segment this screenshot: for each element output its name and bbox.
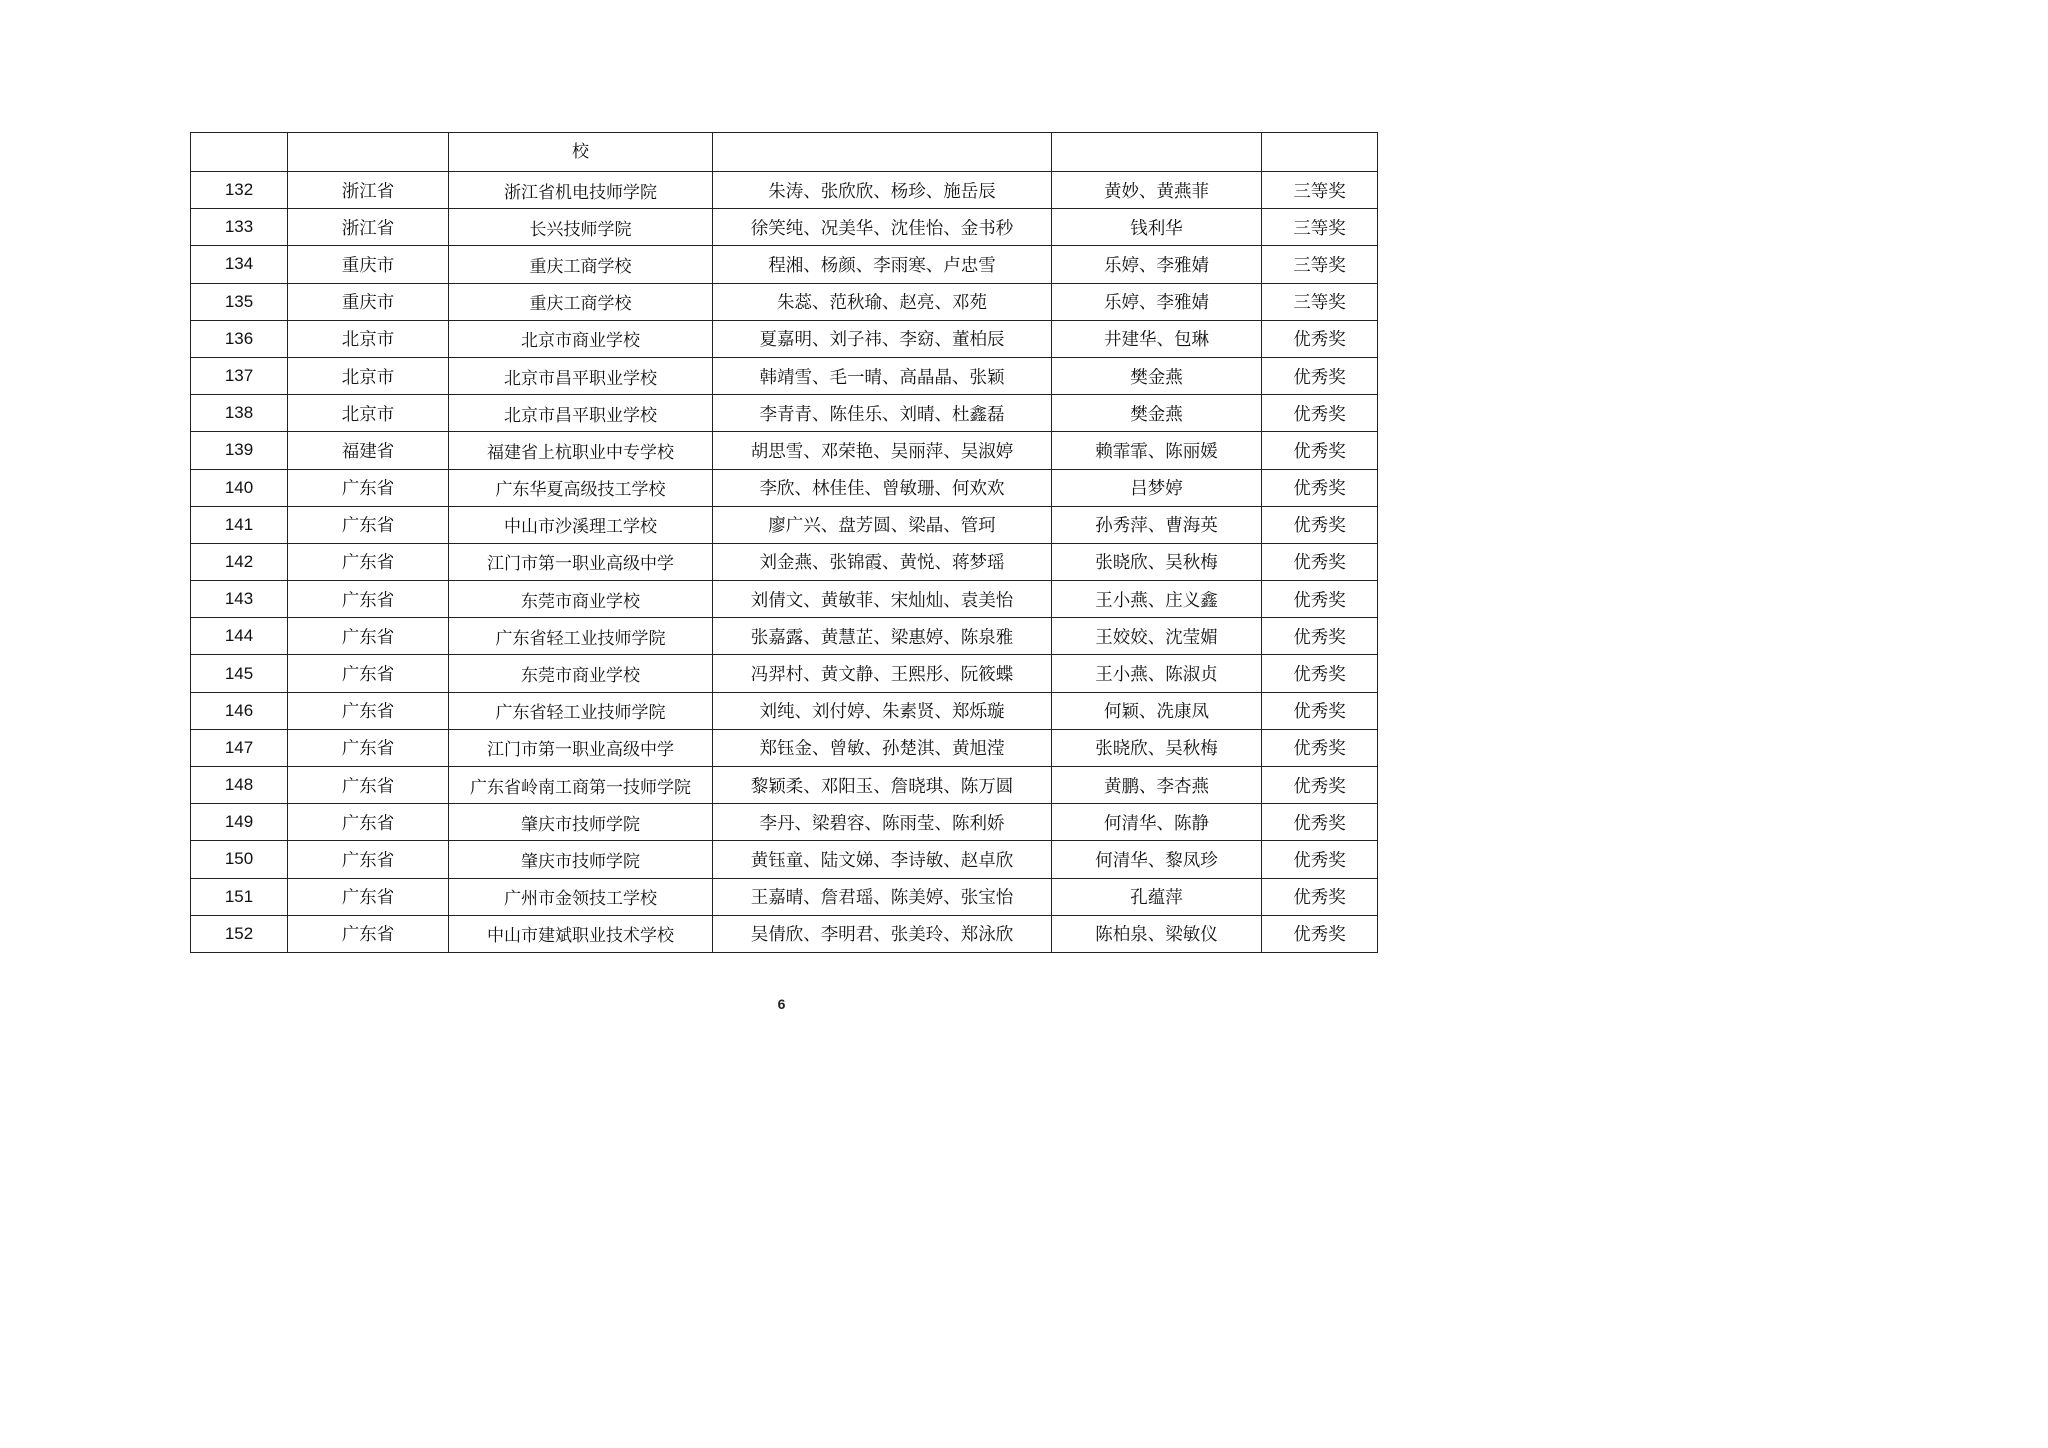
- table-row: [191, 692, 1378, 729]
- cell-teachers: 赖霏霏、陈丽媛: [1052, 432, 1262, 469]
- cell-no: 141: [191, 506, 288, 543]
- cell-no: 132: [191, 172, 288, 209]
- cell-region: 广东省: [288, 655, 449, 692]
- cell-school: 福建省上杭职业中专学校: [449, 432, 713, 469]
- cell-students: 朱蕊、范秋瑜、赵亮、邓苑: [713, 283, 1052, 320]
- cell-students: 夏嘉明、刘子祎、李窈、董柏辰: [713, 320, 1052, 357]
- cell-region: 广东省: [288, 692, 449, 729]
- cell-teachers: 乐婷、李雅婧: [1052, 246, 1262, 283]
- table-row: [191, 172, 1378, 209]
- cell-school: 重庆工商学校: [449, 246, 713, 283]
- table-row: [191, 618, 1378, 655]
- cell-award: 优秀奖: [1262, 581, 1378, 618]
- cell-teachers: 王姣姣、沈莹媚: [1052, 618, 1262, 655]
- cell-teachers: 黄妙、黄燕菲: [1052, 172, 1262, 209]
- cell-region: [288, 133, 449, 172]
- cell-teachers: 樊金燕: [1052, 395, 1262, 432]
- cell-award: 优秀奖: [1262, 655, 1378, 692]
- cell-award: 优秀奖: [1262, 618, 1378, 655]
- cell-award: 优秀奖: [1262, 878, 1378, 915]
- cell-region: 广东省: [288, 729, 449, 766]
- cell-students: 刘纯、刘付婷、朱素贤、郑烁璇: [713, 692, 1052, 729]
- cell-no: 142: [191, 543, 288, 580]
- cell-school: 广东省轻工业技师学院: [449, 692, 713, 729]
- cell-teachers: 王小燕、庄义鑫: [1052, 581, 1262, 618]
- cell-no: 145: [191, 655, 288, 692]
- cell-award: 优秀奖: [1262, 320, 1378, 357]
- cell-teachers: 樊金燕: [1052, 357, 1262, 394]
- table-row: [191, 543, 1378, 580]
- cell-school: 北京市昌平职业学校: [449, 395, 713, 432]
- table-row: [191, 655, 1378, 692]
- cell-teachers: [1052, 133, 1262, 172]
- cell-no: 149: [191, 804, 288, 841]
- table-row: [191, 432, 1378, 469]
- table-row: [191, 357, 1378, 394]
- cell-region: 广东省: [288, 804, 449, 841]
- cell-award: 优秀奖: [1262, 729, 1378, 766]
- award-table: [190, 132, 1378, 953]
- cell-students: 刘倩文、黄敏菲、宋灿灿、袁美怡: [713, 581, 1052, 618]
- cell-region: 广东省: [288, 878, 449, 915]
- table-row: [191, 915, 1378, 952]
- cell-teachers: 陈柏泉、梁敏仪: [1052, 915, 1262, 952]
- cell-region: 浙江省: [288, 172, 449, 209]
- cell-award: 三等奖: [1262, 246, 1378, 283]
- cell-region: 广东省: [288, 841, 449, 878]
- cell-region: 广东省: [288, 469, 449, 506]
- cell-region: 福建省: [288, 432, 449, 469]
- table-row: [191, 283, 1378, 320]
- table-row: [191, 841, 1378, 878]
- cell-teachers: 何清华、陈静: [1052, 804, 1262, 841]
- cell-no: [191, 133, 288, 172]
- cell-region: 重庆市: [288, 283, 449, 320]
- cell-students: 刘金燕、张锦霞、黄悦、蒋梦瑶: [713, 543, 1052, 580]
- cell-teachers: 黄鹏、李杏燕: [1052, 767, 1262, 804]
- cell-award: 优秀奖: [1262, 804, 1378, 841]
- cell-region: 广东省: [288, 581, 449, 618]
- cell-students: [713, 133, 1052, 172]
- cell-no: 137: [191, 357, 288, 394]
- cell-school: 广东省岭南工商第一技师学院: [449, 767, 713, 804]
- cell-school: 广东华夏高级技工学校: [449, 469, 713, 506]
- cell-region: 广东省: [288, 618, 449, 655]
- cell-students: 黄钰童、陆文娣、李诗敏、赵卓欣: [713, 841, 1052, 878]
- cell-students: 冯羿村、黄文静、王熙彤、阮筱蝶: [713, 655, 1052, 692]
- cell-students: 廖广兴、盘芳圆、梁晶、管珂: [713, 506, 1052, 543]
- cell-school: 长兴技师学院: [449, 209, 713, 246]
- cell-school: 东莞市商业学校: [449, 655, 713, 692]
- cell-students: 吴倩欣、李明君、张美玲、郑泳欣: [713, 915, 1052, 952]
- cell-region: 北京市: [288, 395, 449, 432]
- cell-region: 广东省: [288, 915, 449, 952]
- table-row: [191, 767, 1378, 804]
- page-number: 6: [777, 996, 786, 1012]
- cell-teachers: 何清华、黎凤珍: [1052, 841, 1262, 878]
- cell-teachers: 乐婷、李雅婧: [1052, 283, 1262, 320]
- cell-teachers: 张晓欣、吴秋梅: [1052, 729, 1262, 766]
- cell-students: 张嘉露、黄慧芷、梁惠婷、陈泉雅: [713, 618, 1052, 655]
- cell-school: 江门市第一职业高级中学: [449, 729, 713, 766]
- cell-award: 优秀奖: [1262, 915, 1378, 952]
- cell-award: 三等奖: [1262, 283, 1378, 320]
- cell-no: 151: [191, 878, 288, 915]
- cell-school: 东莞市商业学校: [449, 581, 713, 618]
- cell-teachers: 钱利华: [1052, 209, 1262, 246]
- award-table-body: [191, 133, 1378, 953]
- cell-teachers: 吕梦婷: [1052, 469, 1262, 506]
- cell-students: 胡思雪、邓荣艳、吴丽萍、吴淑婷: [713, 432, 1052, 469]
- cell-teachers: 王小燕、陈淑贞: [1052, 655, 1262, 692]
- cell-award: 优秀奖: [1262, 395, 1378, 432]
- cell-award: 三等奖: [1262, 209, 1378, 246]
- table-row: [191, 729, 1378, 766]
- cell-school: 重庆工商学校: [449, 283, 713, 320]
- cell-no: 147: [191, 729, 288, 766]
- cell-school: 广州市金领技工学校: [449, 878, 713, 915]
- table-row: [191, 246, 1378, 283]
- cell-region: 重庆市: [288, 246, 449, 283]
- cell-award: 优秀奖: [1262, 692, 1378, 729]
- continued-row: [191, 133, 1378, 172]
- cell-award: 优秀奖: [1262, 543, 1378, 580]
- cell-teachers: 何颖、冼康凤: [1052, 692, 1262, 729]
- cell-award: 优秀奖: [1262, 469, 1378, 506]
- cell-no: 133: [191, 209, 288, 246]
- cell-no: 148: [191, 767, 288, 804]
- cell-school: 江门市第一职业高级中学: [449, 543, 713, 580]
- cell-region: 广东省: [288, 506, 449, 543]
- cell-students: 黎颖柔、邓阳玉、詹晓琪、陈万圆: [713, 767, 1052, 804]
- cell-region: 浙江省: [288, 209, 449, 246]
- cell-students: 李青青、陈佳乐、刘晴、杜鑫磊: [713, 395, 1052, 432]
- cell-award: 优秀奖: [1262, 841, 1378, 878]
- cell-no: 140: [191, 469, 288, 506]
- table-row: [191, 581, 1378, 618]
- cell-teachers: 井建华、包琳: [1052, 320, 1262, 357]
- cell-no: 134: [191, 246, 288, 283]
- cell-students: 徐笑纯、况美华、沈佳怡、金书秒: [713, 209, 1052, 246]
- cell-no: 146: [191, 692, 288, 729]
- cell-school: 中山市沙溪理工学校: [449, 506, 713, 543]
- cell-school: 北京市昌平职业学校: [449, 357, 713, 394]
- cell-award: [1262, 133, 1378, 172]
- cell-award: 优秀奖: [1262, 432, 1378, 469]
- table-row: [191, 320, 1378, 357]
- cell-no: 136: [191, 320, 288, 357]
- cell-school: 广东省轻工业技师学院: [449, 618, 713, 655]
- cell-teachers: 孔蕴萍: [1052, 878, 1262, 915]
- cell-school: 肇庆市技师学院: [449, 804, 713, 841]
- cell-teachers: 孙秀萍、曹海英: [1052, 506, 1262, 543]
- cell-students: 韩靖雪、毛一晴、高晶晶、张颖: [713, 357, 1052, 394]
- cell-no: 150: [191, 841, 288, 878]
- cell-no: 135: [191, 283, 288, 320]
- cell-award: 优秀奖: [1262, 767, 1378, 804]
- table-row: [191, 209, 1378, 246]
- table-row: [191, 878, 1378, 915]
- cell-school: 中山市建斌职业技术学校: [449, 915, 713, 952]
- cell-award: 优秀奖: [1262, 357, 1378, 394]
- cell-students: 李欣、林佳佳、曾敏珊、何欢欢: [713, 469, 1052, 506]
- cell-no: 152: [191, 915, 288, 952]
- cell-award: 三等奖: [1262, 172, 1378, 209]
- cell-award: 优秀奖: [1262, 506, 1378, 543]
- cell-students: 郑钰金、曾敏、孙楚淇、黄旭滢: [713, 729, 1052, 766]
- cell-region: 广东省: [288, 543, 449, 580]
- cell-school: 肇庆市技师学院: [449, 841, 713, 878]
- table-row: [191, 506, 1378, 543]
- cell-students: 朱涛、张欣欣、杨珍、施岳辰: [713, 172, 1052, 209]
- cell-no: 144: [191, 618, 288, 655]
- cell-region: 广东省: [288, 767, 449, 804]
- cell-no: 143: [191, 581, 288, 618]
- table-row: [191, 469, 1378, 506]
- cell-teachers: 张晓欣、吴秋梅: [1052, 543, 1262, 580]
- cell-school: 校: [449, 133, 713, 172]
- cell-school: 北京市商业学校: [449, 320, 713, 357]
- table-row: [191, 395, 1378, 432]
- cell-region: 北京市: [288, 357, 449, 394]
- cell-school: 浙江省机电技师学院: [449, 172, 713, 209]
- cell-students: 程湘、杨颜、李雨寒、卢忠雪: [713, 246, 1052, 283]
- table-row: [191, 804, 1378, 841]
- cell-students: 李丹、梁碧容、陈雨莹、陈利娇: [713, 804, 1052, 841]
- cell-students: 王嘉晴、詹君瑶、陈美婷、张宝怡: [713, 878, 1052, 915]
- cell-no: 138: [191, 395, 288, 432]
- cell-region: 北京市: [288, 320, 449, 357]
- cell-no: 139: [191, 432, 288, 469]
